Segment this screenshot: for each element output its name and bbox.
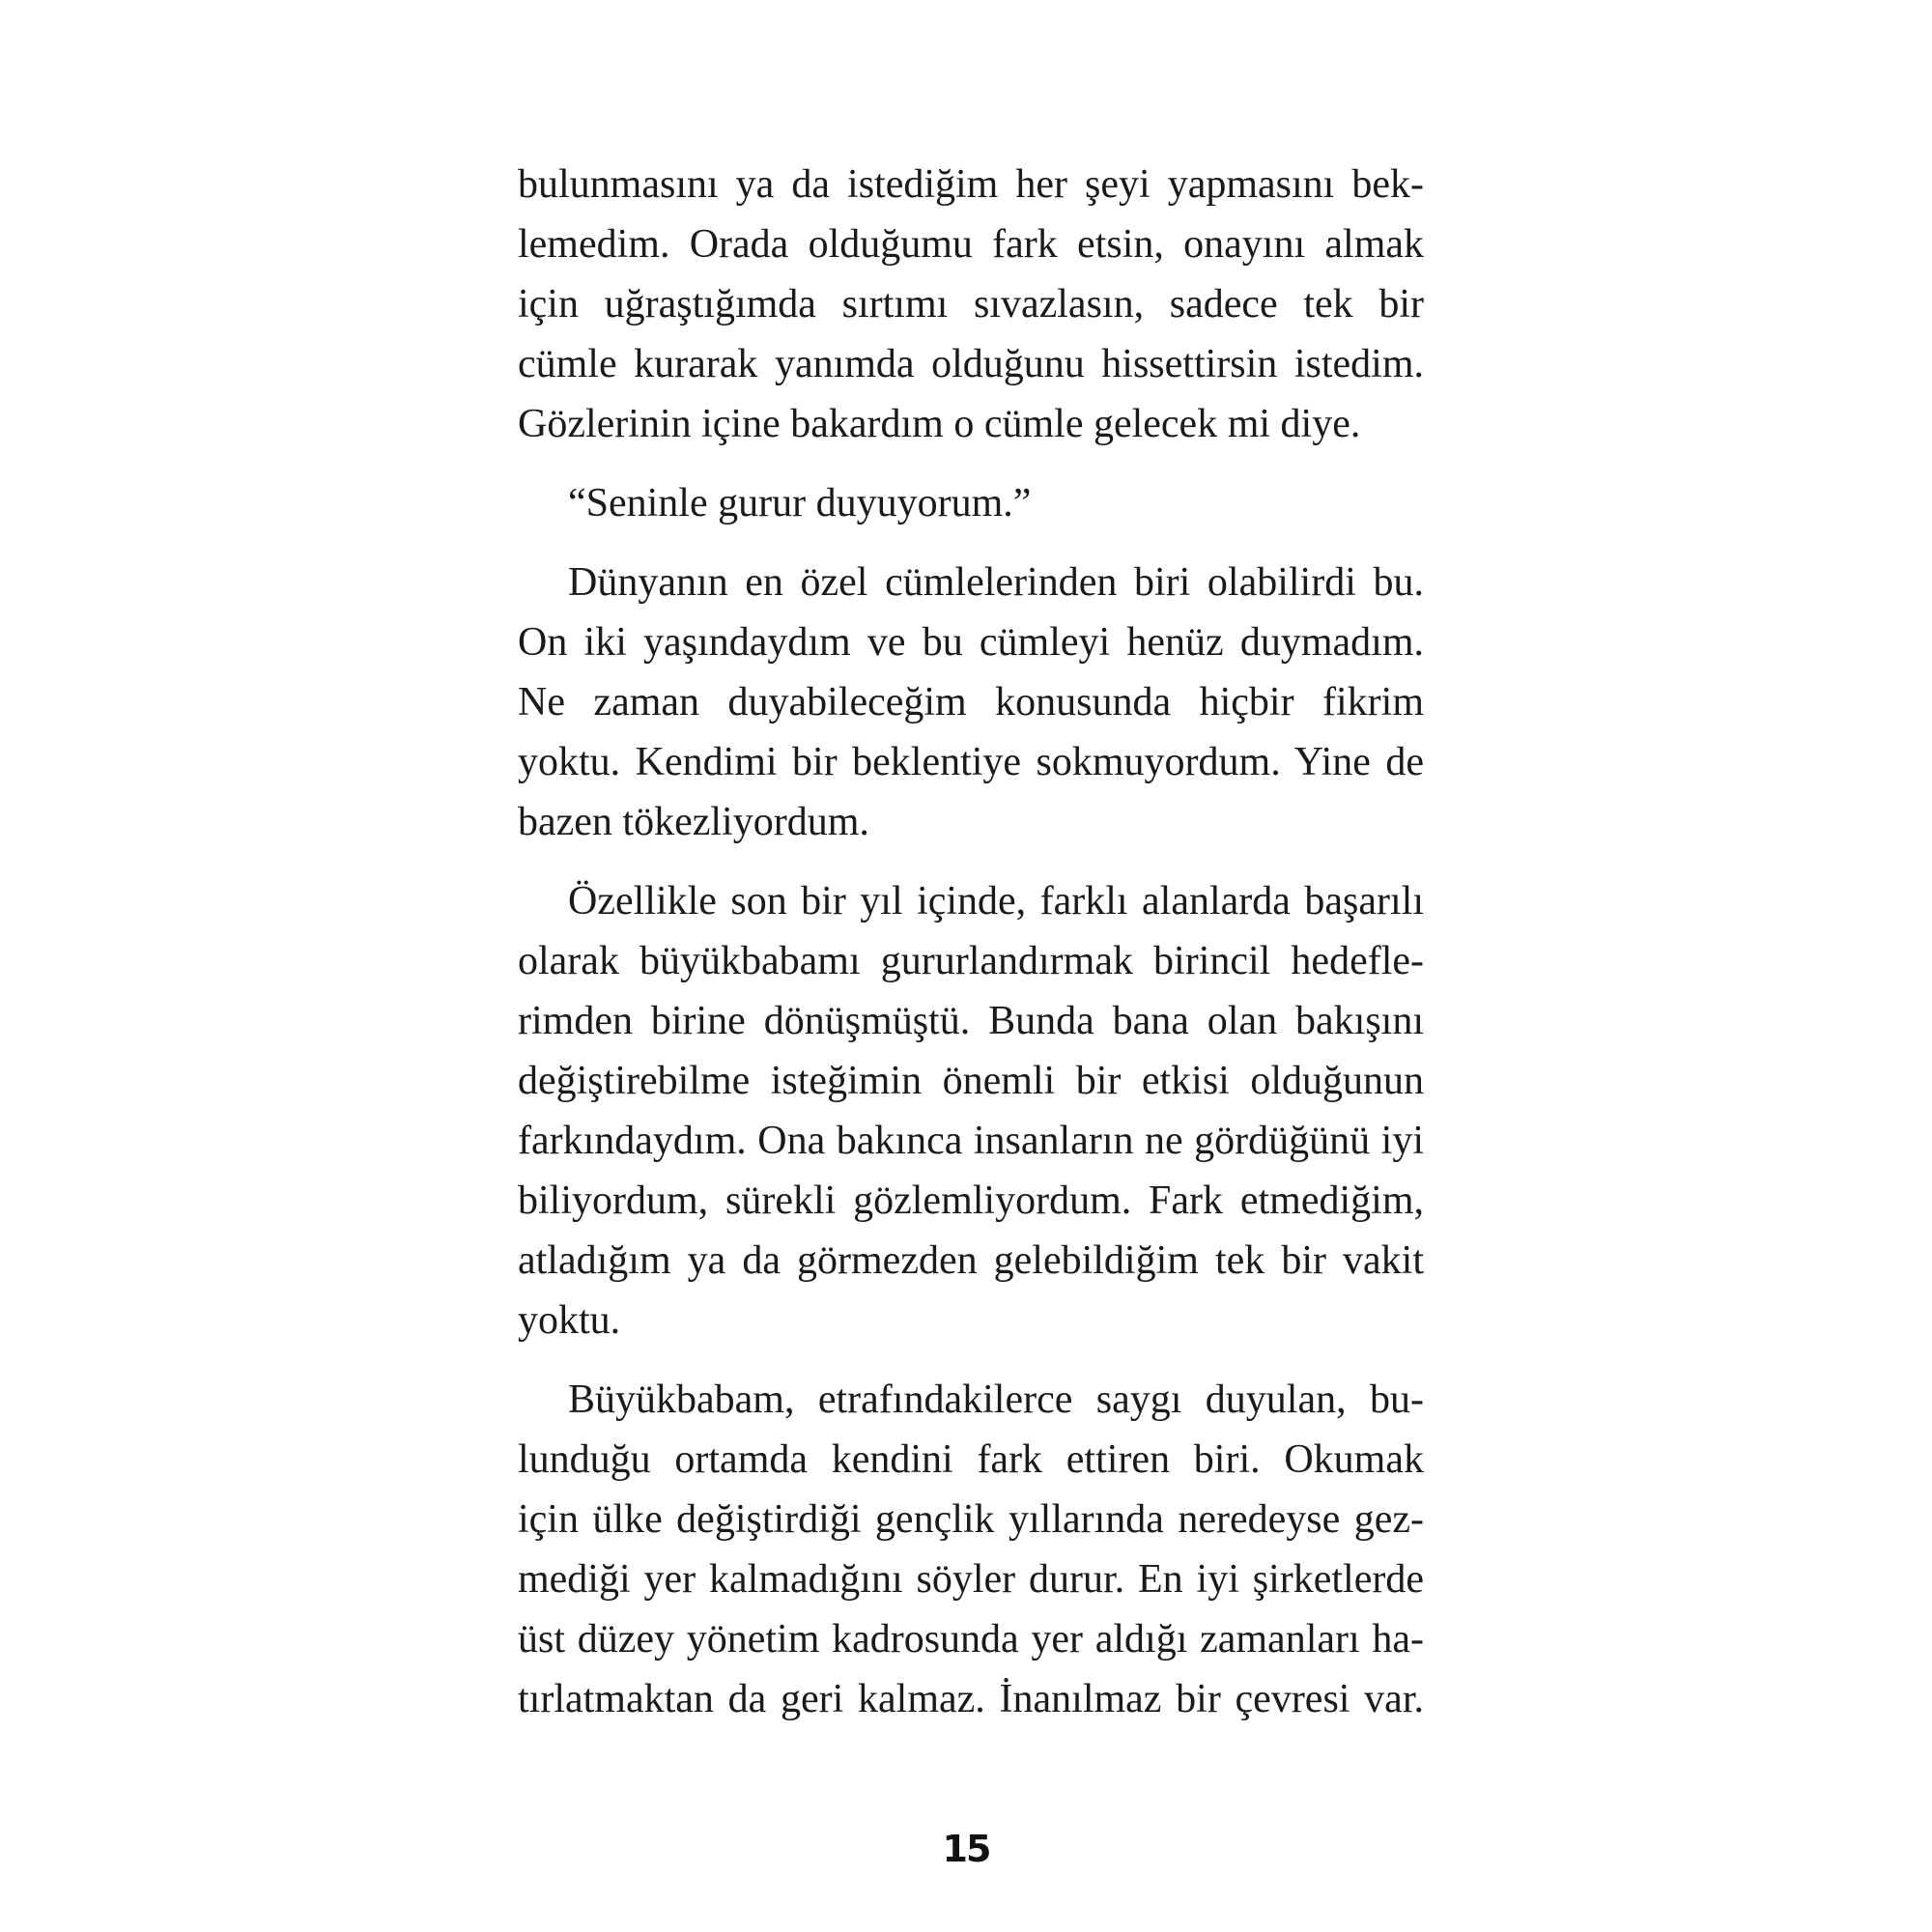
text-line: lunduğu ortamda kendini fark ettiren biri. Okumak bbox=[518, 1437, 1424, 1482]
text-line: değiştirebilme isteğimin önemli bir etkisi olduğunun bbox=[518, 1059, 1424, 1103]
text-line: “Seninle gurur duyuyorum.” bbox=[568, 481, 1032, 526]
text-line: bulunmasını ya da istediğim her şeyi yapmasını bek- bbox=[518, 162, 1424, 207]
text-line: Büyükbabam, etrafındakilerce saygı duyulan, bu- bbox=[568, 1378, 1424, 1422]
text-line: biliyordum, sürekli gözlemliyordum. Fark etmediğim, bbox=[518, 1179, 1424, 1223]
text-line: tırlatmaktan da geri kalmaz. İnanılmaz bir çevresi var. bbox=[518, 1677, 1424, 1721]
page-number: 15 bbox=[942, 1828, 990, 1870]
text-line: olarak büyükbabamı gururlandırmak birincil hedefle- bbox=[518, 939, 1424, 983]
text-line: için uğraştığımda sırtımı sıvazlasın, sadece tek bir bbox=[518, 282, 1424, 327]
text-line: bazen tökezliyordum. bbox=[518, 800, 869, 844]
text-line: yoktu. bbox=[518, 1298, 621, 1343]
text-line: rimden birine dönüşmüştü. Bunda bana olan bakışını bbox=[518, 999, 1424, 1043]
text-line: Dünyanın en özel cümlelerinden biri olabilirdi bu. bbox=[568, 560, 1424, 605]
text-line: farkındaydım. Ona bakınca insanların ne gördüğünü iyi bbox=[518, 1119, 1424, 1163]
paragraph bbox=[518, 553, 1424, 852]
text-line: cümle kurarak yanımda olduğunu hissettirsin istedim. bbox=[518, 342, 1424, 386]
text-line: yoktu. Kendimi bir beklentiye sokmuyordum. Yine de bbox=[518, 740, 1424, 784]
text-line: On iki yaşındaydım ve bu cümleyi henüz duymadım. bbox=[518, 620, 1424, 665]
text-line: mediği yer kalmadığını söyler durur. En iyi şirketlerde bbox=[518, 1557, 1424, 1602]
paragraph bbox=[518, 155, 1424, 454]
text-line: üst düzey yönetim kadrosunda yer aldığı zamanları ha- bbox=[518, 1617, 1424, 1662]
text-line: atladığım ya da görmezden gelebildiğim tek bir vakit bbox=[518, 1238, 1424, 1283]
paragraph bbox=[518, 473, 1424, 533]
paragraph bbox=[518, 1370, 1424, 1729]
text-line: Gözlerinin içine bakardım o cümle gelecek mi diye. bbox=[518, 402, 1361, 446]
text-line: lemedim. Orada olduğumu fark etsin, onayını almak bbox=[518, 222, 1424, 267]
text-line: Ne zaman duyabileceğim konusunda hiçbir fikrim bbox=[518, 680, 1424, 724]
text-line: Özellikle son bir yıl içinde, farklı alanlarda başarılı bbox=[568, 879, 1424, 923]
paragraph bbox=[518, 871, 1424, 1350]
text-line: için ülke değiştirdiği gençlik yıllarında neredeyse gez- bbox=[518, 1497, 1424, 1542]
body-text bbox=[518, 155, 1424, 1748]
